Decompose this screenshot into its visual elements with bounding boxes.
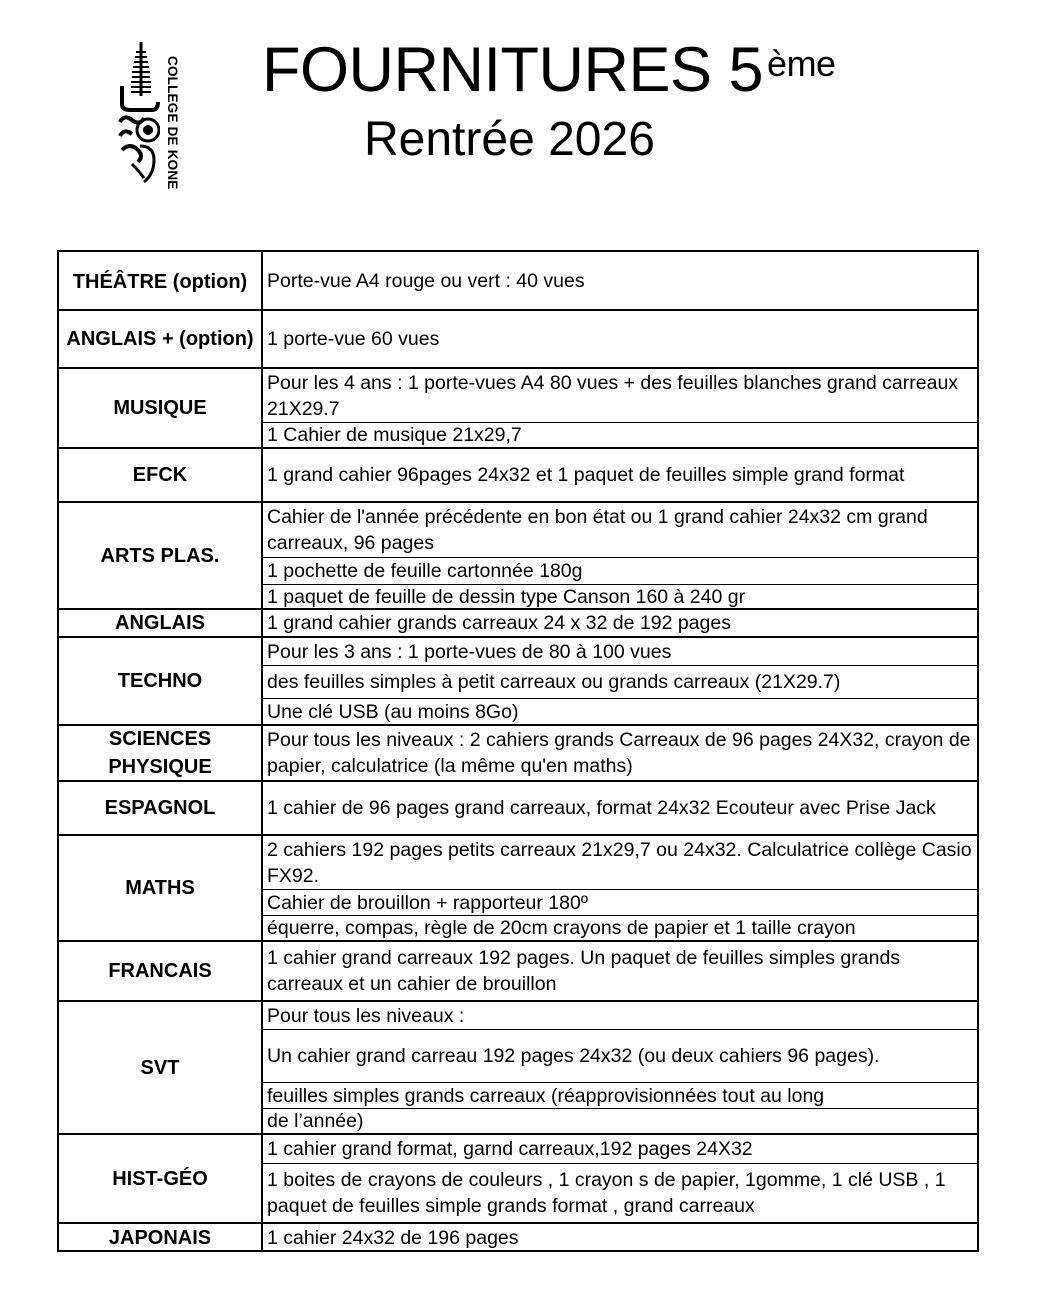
page-title — [262, 30, 836, 110]
item-cell: 1 pochette de feuille cartonnée 180g — [263, 557, 977, 584]
table-row — [59, 724, 977, 780]
subject-cell: JAPONAIS — [59, 1224, 263, 1251]
item-cell: Porte-vue A4 rouge ou vert : 40 vues — [267, 269, 585, 292]
item-cell: 1 boites de crayons de couleurs , 1 crayon s de papier, 1gomme, 1 clé USB , 1 paquet de feuilles simple grands format , grand carreaux — [263, 1163, 977, 1222]
subject-cell: HIST-GÉO — [59, 1135, 263, 1222]
table-row — [59, 636, 977, 724]
subject-cell: ARTS PLAS. — [59, 503, 263, 608]
title-text: FOURNITURES 5 — [262, 35, 764, 105]
item-cell: 1 cahier 24x32 de 196 pages — [267, 1226, 519, 1249]
item-cell: 1 grand cahier grands carreaux 24 x 32 de 192 pages — [267, 612, 731, 634]
college-de-kone-logo-icon — [110, 38, 160, 188]
subject-cell: SVT — [59, 1002, 263, 1133]
table-row — [59, 1133, 977, 1222]
table-row — [59, 940, 977, 1000]
item-cell: Pour les 4 ans : 1 porte-vues A4 80 vues + des feuilles blanches grand carreaux 21X29.7 — [267, 371, 959, 420]
page-subtitle: Rentrée 2026 — [364, 113, 655, 166]
subject-cell: EFCK — [59, 449, 263, 501]
item-cell: Cahier de brouillon + rapporteur 180º — [263, 889, 977, 915]
item-cell: 1 paquet de feuille de dessin type Canson 160 à 240 gr — [263, 584, 977, 608]
item-cell: Pour tous les niveaux : — [267, 1004, 465, 1027]
supplies-table — [57, 250, 979, 1252]
item-cell: Pour les 3 ans : 1 porte-vues de 80 à 100 vues — [267, 640, 672, 663]
table-row — [59, 447, 977, 501]
subject-cell: ANGLAIS — [59, 610, 263, 636]
table-row — [59, 780, 977, 834]
table-row — [59, 1000, 977, 1133]
subject-cell: ESPAGNOL — [59, 782, 263, 834]
table-row — [59, 834, 977, 940]
table-row — [59, 501, 977, 608]
item-cell: Une clé USB (au moins 8Go) — [263, 698, 977, 724]
subject-cell: MUSIQUE — [59, 369, 263, 447]
subject-cell: THÉÂTRE (option) — [59, 252, 263, 311]
title-superscript: ème — [767, 43, 836, 84]
subject-cell: SCIENCES PHYSIQUE — [59, 726, 263, 780]
item-cell: 1 cahier de 96 pages grand carreaux, format 24x32 Ecouteur avec Prise Jack — [267, 797, 936, 819]
table-row — [59, 1222, 977, 1251]
table-row — [59, 367, 977, 447]
item-cell: Un cahier grand carreau 192 pages 24x32 (ou deux cahiers 96 pages). — [263, 1029, 977, 1082]
table-row — [59, 252, 977, 311]
subject-cell: ANGLAIS + (option) — [59, 311, 263, 367]
logo-text: COLLEGE DE KONE — [165, 56, 180, 190]
item-cell: de l’année) — [263, 1108, 977, 1133]
subject-cell: TECHNO — [59, 638, 263, 724]
item-cell: Pour tous les niveaux : 2 cahiers grands Carreaux de 96 pages 24X32, crayon de papier, calculatrice (la même qu'en maths) — [267, 729, 971, 777]
item-cell: 2 cahiers 192 pages petits carreaux 21x29,7 ou 24x32. Calculatrice collège Casio FX92. — [267, 838, 972, 887]
item-cell: 1 cahier grand format, garnd carreaux,192 pages 24X32 — [267, 1138, 753, 1160]
table-row — [59, 309, 977, 367]
item-cell: Cahier de l'année précédente en bon état ou 1 grand cahier 24x32 cm grand carreaux, 96 pages — [267, 506, 928, 554]
item-cell: 1 Cahier de musique 21x29,7 — [263, 422, 977, 447]
item-cell: feuilles simples grands carreaux (réapprovisionnées tout au long — [263, 1082, 977, 1108]
item-cell: 1 cahier grand carreaux 192 pages. Un paquet de feuilles simples grands carreaux et un cahier de brouillon — [267, 947, 901, 995]
item-cell: équerre, compas, règle de 20cm crayons de papier et 1 taille crayon — [263, 915, 977, 940]
table-row — [59, 608, 977, 636]
item-cell: 1 porte-vue 60 vues — [267, 328, 440, 350]
subject-cell: MATHS — [59, 836, 263, 940]
item-cell: 1 grand cahier 96pages 24x32 et 1 paquet de feuilles simple grand format — [267, 464, 905, 486]
subject-cell: FRANCAIS — [59, 942, 263, 1000]
item-cell: des feuilles simples à petit carreaux ou grands carreaux (21X29.7) — [263, 665, 977, 698]
